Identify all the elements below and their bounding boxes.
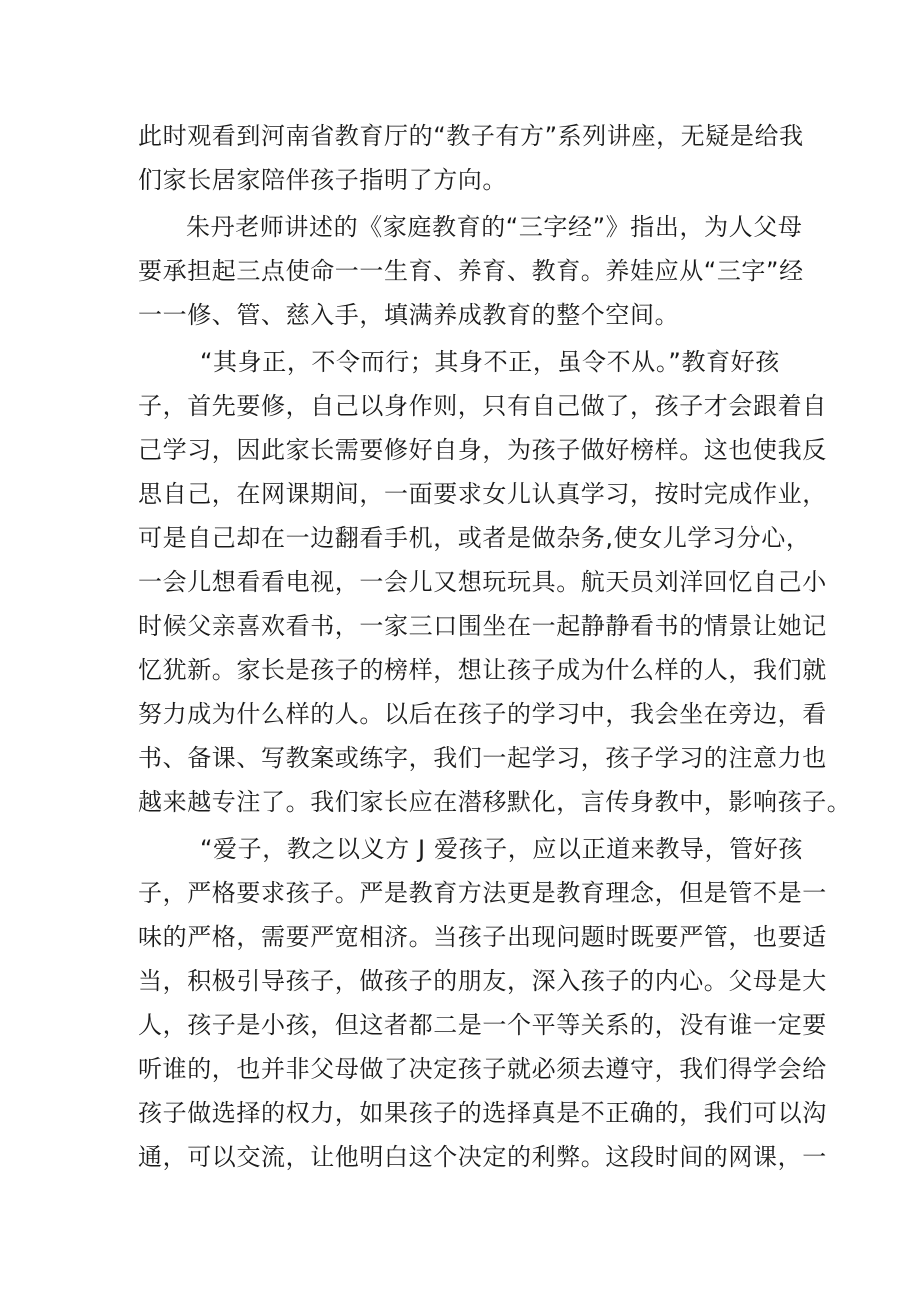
text-line: 忆犹新。家长是孩子的榜样，想让孩子成为什么样的人，我们就 xyxy=(138,656,827,684)
text-line: 人，孩子是小孩，但这者都二是一个平等关系的，没有谁一定要 xyxy=(138,1011,827,1039)
text-line: 思自己，在网课期间，一面要求女儿认真学习，按时完成作业， xyxy=(138,480,827,508)
text-line: 子，首先要修，自己以身作则，只有自己做了，孩子才会跟着自 xyxy=(138,392,827,420)
text-line: “爱子，教之以义方 J 爱孩子，应以正道来教导，管好孩 xyxy=(200,835,803,863)
text-line: 越来越专注了。我们家长应在潜移默化，言传身教中，影响孩子。 xyxy=(138,788,852,816)
text-line: 听谁的，也并非父母做了决定孩子就必须去遵守，我们得学会给 xyxy=(138,1055,827,1083)
text-line: 努力成为什么样的人。以后在孩子的学习中，我会坐在旁边，看 xyxy=(138,700,827,728)
text-line: “其身正，不令而行；其身不正，虽令不从。”教育好孩 xyxy=(200,348,780,376)
text-line: 一会儿想看看电视，一会儿又想玩玩具。航天员刘洋回忆自己小 xyxy=(138,568,827,596)
text-line: 此时观看到河南省教育厅的“教子有方”系列讲座，无疑是给我 xyxy=(138,122,804,150)
text-line: 朱丹老师讲述的《家庭教育的“三字经”》指出，为人父母 xyxy=(186,213,803,241)
text-line: 味的严格，需要严宽相济。当孩子出现问题时既要严管，也要适 xyxy=(138,923,827,951)
text-line: 当，积极引导孩子，做孩子的朋友，深入孩子的内心。父母是大 xyxy=(138,967,827,995)
text-line: 子，严格要求孩子。严是教育方法更是教育理念，但是管不是一 xyxy=(138,879,827,907)
text-line: 书、备课、写教案或练字，我们一起学习，孩子学习的注意力也 xyxy=(138,744,827,772)
text-line: 孩子做选择的权力，如果孩子的选择真是不正确的，我们可以沟 xyxy=(138,1099,827,1127)
text-line: 时候父亲喜欢看书，一家三口围坐在一起静静看书的情景让她记 xyxy=(138,612,827,640)
text-line: 要承担起三点使命一一生育、养育、教育。养娃应从“三字”经 xyxy=(138,257,804,285)
text-line: 可是自己却在一边翻看手机，或者是做杂务,使女儿学习分心， xyxy=(138,524,811,552)
text-line: 己学习，因此家长需要修好自身，为孩子做好榜样。这也使我反 xyxy=(138,436,827,464)
text-line: 一一修、管、慈入手，填满养成教育的整个空间。 xyxy=(138,301,680,329)
text-line: 通，可以交流，让他明白这个决定的利弊。这段时间的网课，一 xyxy=(138,1143,827,1171)
text-line: 们家长居家陪伴孩子指明了方向。 xyxy=(138,166,507,194)
